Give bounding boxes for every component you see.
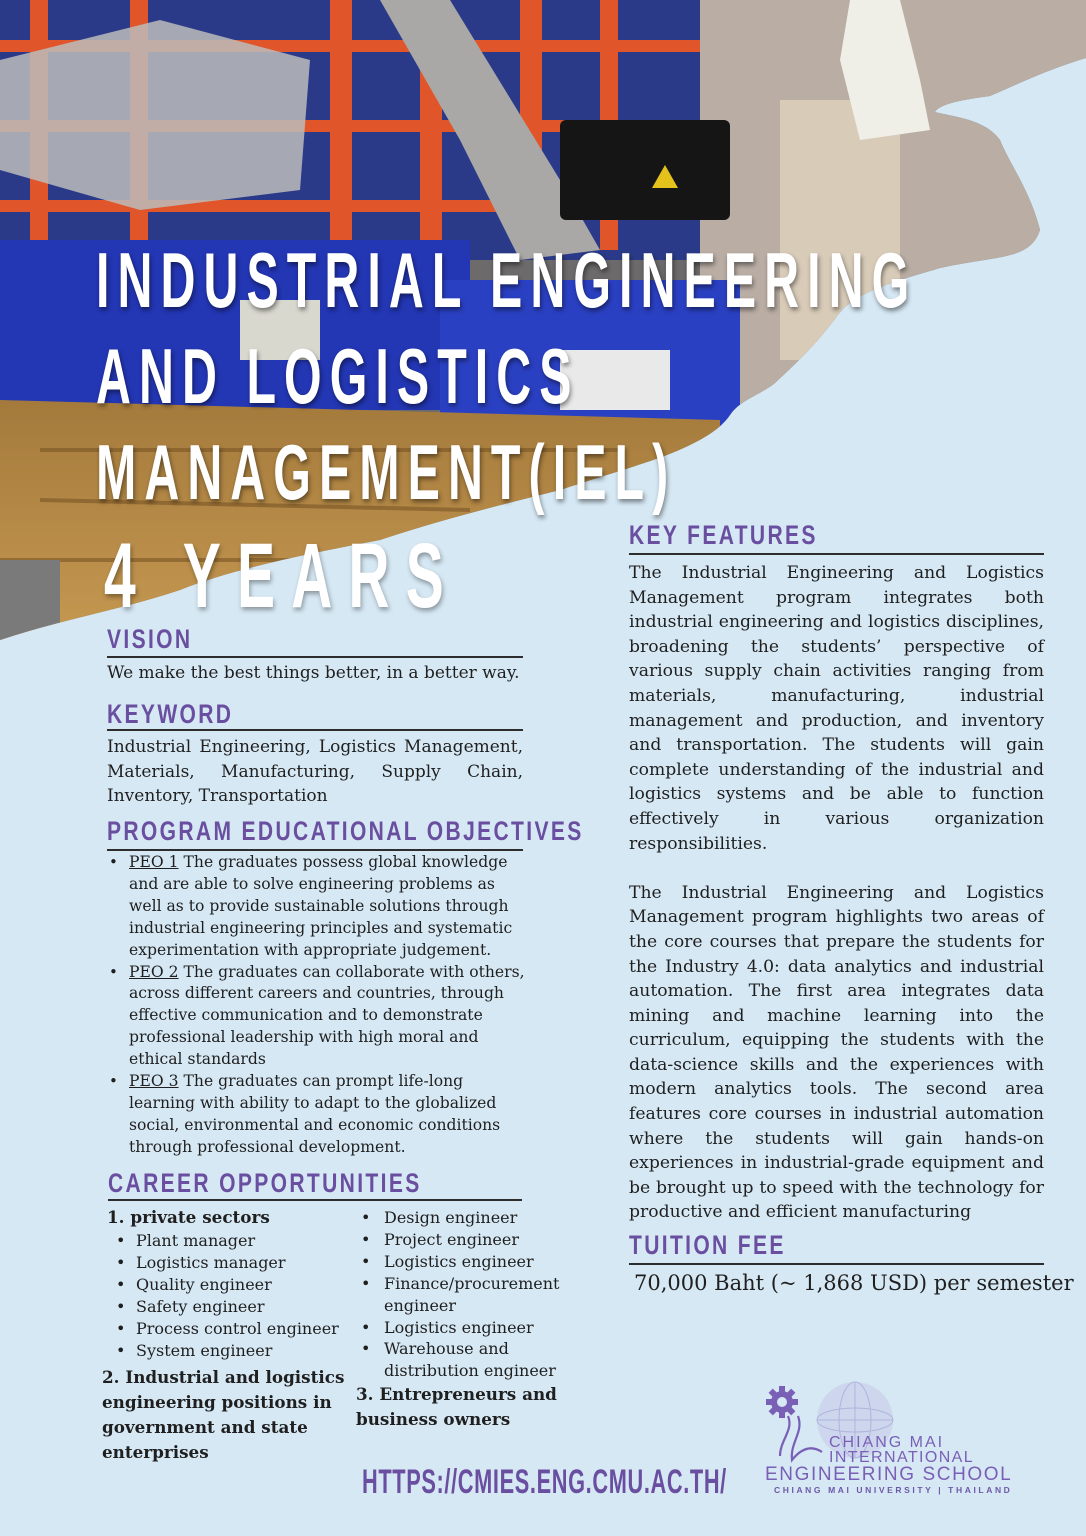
right-column	[629, 520, 1044, 1225]
career-category-entrepreneurs: 3. Entrepreneurs and business owners	[356, 1384, 557, 1430]
peo-heading: PROGRAM EDUCATIONAL OBJECTIVES	[107, 816, 584, 846]
career-item: • Logistics engineer	[356, 1317, 576, 1339]
careers-heading: CAREER OPPORTUNITIES	[108, 1168, 422, 1198]
career-item: • Warehouse and distribution engineer	[356, 1338, 576, 1382]
peo-item	[107, 1071, 527, 1159]
key-features-paragraph-1: The Industrial Engineering and Logistics Management program integrates both industrial engineering and logistics disciplines, broadening the students’ perspective of various supply chain activities ranging from materials, manufacturing, industrial management and production, and inventory and transportation. The students will gain complete understanding of the industrial and logistics systems and be able to function effectively in various organization responsibilities.	[629, 563, 1044, 854]
peo-tag: PEO 2	[129, 962, 179, 981]
peo-tag: PEO 1	[129, 853, 179, 871]
peo-list	[107, 852, 527, 1159]
career-item: • Project engineer	[356, 1229, 576, 1251]
key-features-divider	[629, 553, 1044, 555]
career-item: • Logistics engineer	[356, 1251, 576, 1273]
career-item: • Finance/procurement engineer	[356, 1273, 576, 1317]
careers-column-2	[356, 1207, 576, 1432]
careers-divider	[108, 1199, 522, 1201]
peo-divider	[107, 849, 523, 851]
tuition-amount: 70,000 Baht (~ 1,868 USD) per semester	[634, 1271, 1074, 1295]
career-item: • Logistics manager	[102, 1252, 347, 1274]
title-line-1: INDUSTRIAL ENGINEERING	[96, 236, 918, 324]
vision-heading: VISION	[107, 624, 193, 654]
key-features-heading: KEY FEATURES	[629, 520, 818, 550]
keyword-text: Industrial Engineering, Logistics Management, Materials, Manufacturing, Supply Chain, Inventory, Transportation	[107, 737, 523, 807]
career-category-government: 2. Industrial and logistics engineering positions in government and state enterprises	[102, 1367, 345, 1463]
private-sector-list-continued	[356, 1207, 576, 1382]
logo-text-line-1: CHIANG MAI	[829, 1434, 945, 1451]
tuition-heading: TUITION FEE	[629, 1230, 786, 1260]
peo-item	[107, 852, 527, 962]
tuition-section	[629, 1230, 1074, 1295]
tuition-divider	[629, 1263, 1044, 1265]
program-duration: 4 YEARS	[104, 525, 460, 627]
career-category-private: 1. private sectors	[107, 1207, 270, 1227]
career-item: • System engineer	[102, 1340, 347, 1362]
peo-tag: PEO 3	[129, 1072, 179, 1091]
careers-column-1	[102, 1205, 347, 1465]
title-line-3: MANAGEMENT(IEL)	[96, 428, 677, 516]
logo-text-line-4: CHIANG MAI UNIVERSITY | THAILAND	[774, 1485, 1013, 1495]
career-item: • Safety engineer	[102, 1296, 347, 1318]
vision-divider	[107, 656, 523, 658]
career-item: • Quality engineer	[102, 1274, 347, 1296]
career-item: • Design engineer	[356, 1207, 576, 1229]
key-features-paragraph-2: The Industrial Engineering and Logistics Management program highlights two areas of the core courses that prepare the students for the Industry 4.0: data analytics and industrial automation. The first area integrates data mining and machine learning into the curriculum, equipping the students with the data-science skills and the experiences with modern analytics tools. The second area features core courses in industrial automation where the students will gain hands-on experiences in industrial-grade equipment and be brought up to speed with the technology for productive and efficient manufacturing	[629, 882, 1044, 1223]
logo-text-line-2: INTERNATIONAL	[829, 1449, 975, 1466]
title-line-2: AND LOGISTICS	[96, 332, 580, 420]
peo-text: The graduates can prompt life-long learning with ability to adapt to the globalized social, environmental and economic conditions through professional development.	[129, 1072, 501, 1156]
peo-item	[107, 962, 527, 1072]
left-column	[107, 624, 523, 809]
school-logo	[760, 1380, 1050, 1500]
website-link[interactable]: HTTPS://CMIES.ENG.CMU.AC.TH/	[362, 1463, 727, 1501]
keyword-heading: KEYWORD	[107, 699, 234, 729]
peo-text: The graduates can collaborate with others, across different careers and countries, through effective communication and to demonstrate professional leadership with high moral and ethical standards	[129, 962, 525, 1069]
private-sector-list	[102, 1230, 347, 1361]
program-title	[96, 232, 1086, 520]
career-item: • Plant manager	[102, 1230, 347, 1252]
logo-text-line-3: ENGINEERING SCHOOL	[765, 1464, 1013, 1485]
career-item: • Process control engineer	[102, 1318, 347, 1340]
vision-text: We make the best things better, in a better way.	[107, 663, 520, 683]
keyword-divider	[107, 729, 523, 731]
peo-text: The graduates possess global knowledge and are able to solve engineering problems as well as to provide sustainable solutions through industrial engineering principles and systematic experimentation with appropriate judgement.	[129, 853, 513, 959]
